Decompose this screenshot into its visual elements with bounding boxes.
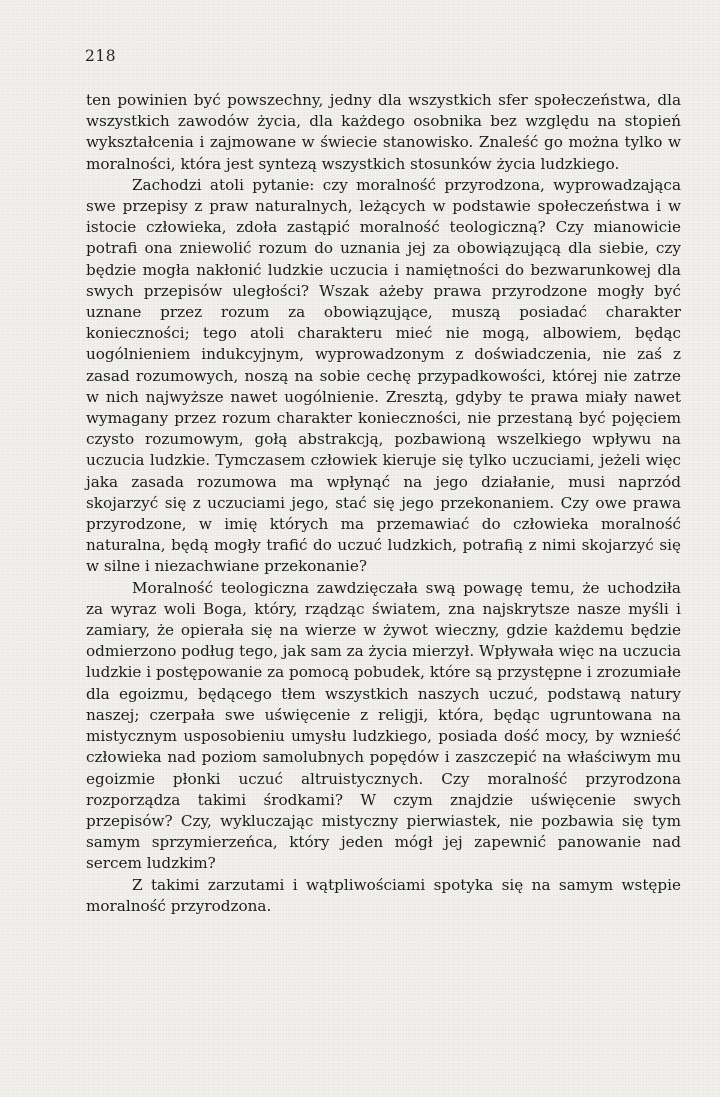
- body-text: [86, 90, 681, 917]
- page-number: 218: [85, 47, 117, 65]
- paragraph-conclusion: Z takimi zarzutami i wątpliwościami spotyka się na samym wstępie moralność przyrodzona.: [86, 875, 681, 915]
- paragraph-theological-morality: Moralność teologiczna zawdzięczała swą powagę temu, że uchodziła za wyraz woli Boga, który, rządząc światem, zna najskrytsze nasze myśli i zamiary, że opierała się na wierze w żywot wieczny, gdzie każdemu będzie odmierzono podług tego, jak sam za życia mierzył. Wpływała więc na uczucia ludzkie i postępowanie za pomocą pobudek, które są przystępne i zrozumiałe dla egoizmu, będącego tłem wszystkich naszych uczuć, podstawą natury naszej; czerpała swe uświęcenie z religji, która, będąc ugruntowana na mistycznym usposobieniu umysłu ludzkiego, posiada dość mocy, by wznieść człowieka nad poziom samolubnych popędów i zaszczepić na właściwym mu egoizmie płonki uczuć altruistycznych. Czy moralność przyrodzona rozporządza takimi środkami? W czym znajdzie uświęcenie swych przepisów? Czy, wykluczając mistyczny pierwiastek, nie pozbawia się tym samym sprzymierzeńca, który jeden mógł jej zapewnić panowanie nad sercem ludzkim?: [86, 578, 682, 873]
- paragraph-question-natural-morality: Zachodzi atoli pytanie: czy moralność przyrodzona, wyprowadzająca swe przepisy z praw naturalnych, leżących w podstawie społeczeństwa i w istocie człowieka, zdoła zastąpić moralność teologiczną? Czy mianowicie potrafi ona zniewolić rozum do uznania jej za obowiązującą dla siebie, czy będzie mogła nakłonić ludzkie uczucia i namiętności do bezwarunkowej dla swych przepisów uległości? Wszak ażeby prawa przyrodzone mogły być uznane przez rozum za obowiązujące, muszą posiadać charakter konieczności; tego atoli charakteru mieć nie mogą, albowiem, będąc uogólnieniem indukcyjnym, wyprowadzonym z doświadczenia, nie zaś z zasad rozumowych, noszą na sobie cechę przypadkowości, której nie zatrze w nich najwyższe nawet uogólnienie. Zresztą, gdyby te prawa miały nawet wymagany przez rozum charakter konieczności, nie przestaną być pojęciem czysto rozumowym, gołą abstrakcją, pozbawioną wszelkiego wpływu na uczucia ludzkie. Tymczasem człowiek kieruje się tylko uczuciami, jeżeli więc jaka zasada rozumowa ma wpłynąć na jego działanie, musi naprzód skojarzyć się z uczuciami jego, stać się jego przekonaniem. Czy owe prawa przyrodzone, w imię których ma przemawiać do człowieka moralność naturalna, będą mogły trafić do uczuć ludzkich, potrafią z nimi skojarzyć się w silne i niezachwiane przekonanie?: [86, 175, 681, 576]
- paragraph-continuation: ten powinien być powszechny, jedny dla wszystkich sfer społeczeństwa, dla wszystkich zawodów życia, dla każdego osobnika bez względu na stopień wykształcenia i zajmowane w świecie stanowisko. Znaleść go można tylko w moralności, która jest syntezą wszystkich stosunków życia ludzkiego.: [86, 91, 681, 173]
